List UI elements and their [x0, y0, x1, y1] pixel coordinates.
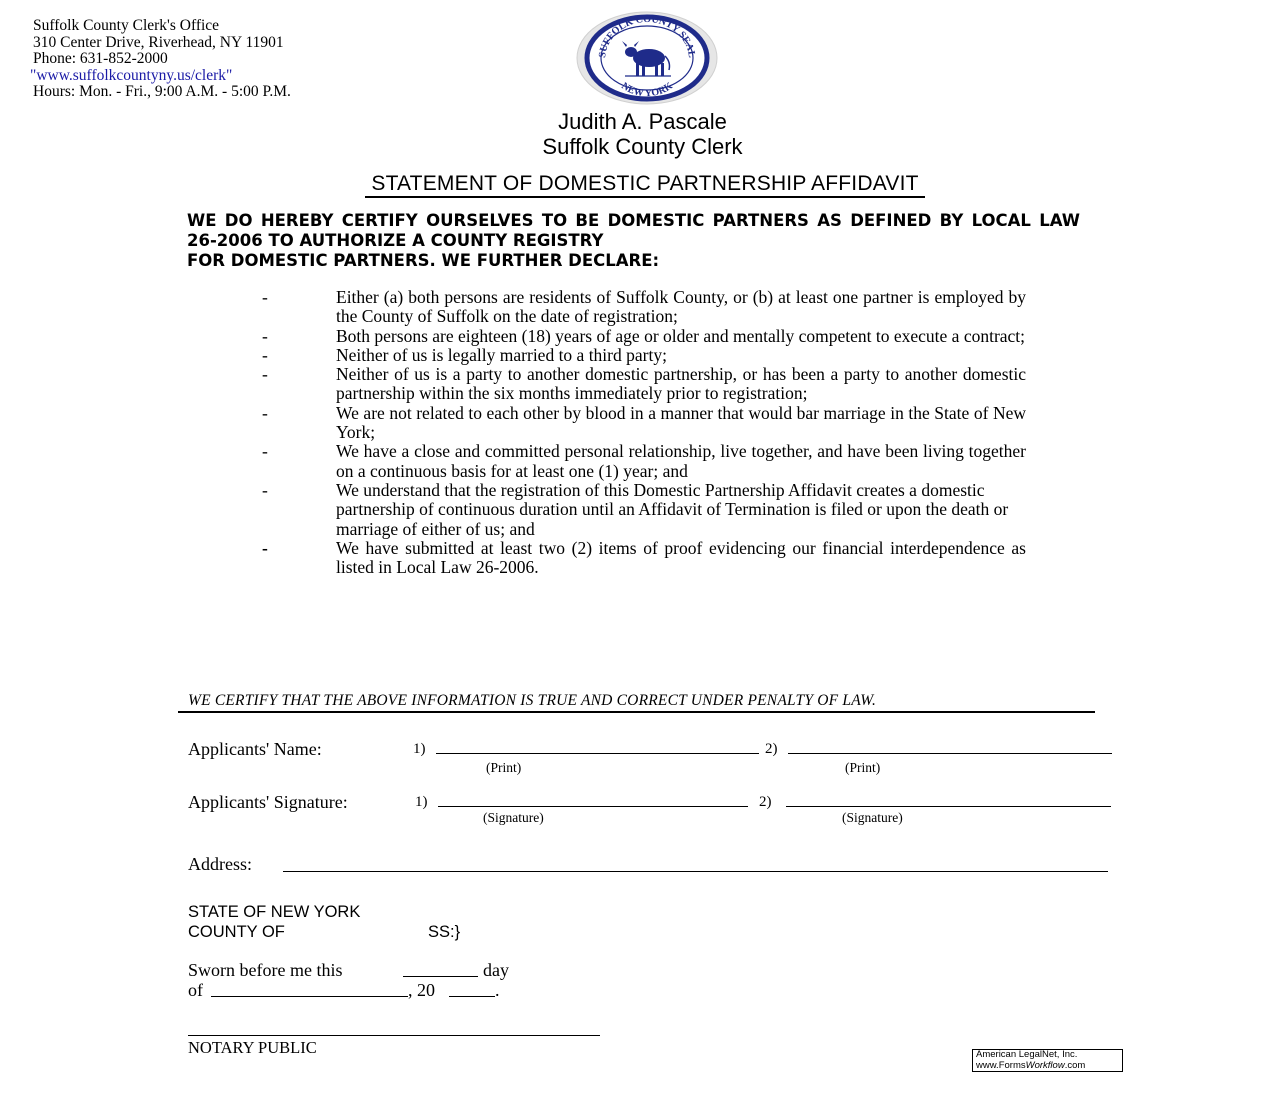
declaration-text: We have a close and committed personal relationship, live together, and have been living together on a continuous basis for at least one (1) year; and: [336, 441, 1026, 481]
print-caption-1: (Print): [486, 760, 522, 775]
bullet-dash: -: [262, 537, 268, 558]
footer-line1: American LegalNet, Inc.: [976, 1049, 1078, 1060]
footer-line2: [976, 1061, 1122, 1072]
signature-caption-2: (Signature): [842, 810, 903, 825]
office-hours: Hours: Mon. - Fri., 9:00 A.M. - 5:00 P.M.: [33, 83, 291, 100]
list-item: [262, 346, 1042, 365]
list-item: [262, 481, 1042, 539]
bullet-dash: -: [262, 287, 268, 307]
document-title: [270, 172, 1020, 196]
footer-line2-italic: Workflow: [1025, 1059, 1065, 1071]
list-item: [262, 442, 1042, 481]
ss-label: SS:}: [428, 923, 461, 941]
applicants-name-label: Applicants' Name:: [188, 739, 322, 759]
declaration-text: Either (a) both persons are residents of Suffolk County, or (b) at least one partner is employed by the County of Suffolk on the date of registration;: [336, 287, 1026, 327]
penalty-statement: WE CERTIFY THAT THE ABOVE INFORMATION IS TRUE AND CORRECT UNDER PENALTY OF LAW.: [178, 692, 1095, 713]
clerk-name: Judith A. Pascale: [558, 109, 727, 134]
print-caption-2: (Print): [845, 760, 881, 775]
year-suffix: .: [495, 980, 500, 1000]
certification-intro-text: WE DO HEREBY CERTIFY OURSELVES TO BE DOMESTIC PARTNERS AS DEFINED BY LOCAL LAW 26-2006 TO AUTHORIZE A COUNTY REGISTRY: [187, 211, 1080, 250]
footer-line2-prefix: www.Forms: [976, 1059, 1026, 1071]
signature-1-field[interactable]: [438, 806, 748, 807]
state-label: STATE OF NEW YORK: [188, 903, 361, 921]
county-label: COUNTY OF: [188, 923, 285, 941]
declaration-text: Neither of us is legally married to a third party;: [336, 344, 667, 365]
notary-public-label: NOTARY PUBLIC: [188, 1038, 317, 1057]
address-field[interactable]: [283, 871, 1108, 872]
sworn-month-field[interactable]: [211, 996, 408, 997]
declaration-text: We are not related to each other by blood in a manner that would bar marriage in the State of New York;: [336, 402, 1026, 443]
county-seal-icon: [575, 10, 719, 106]
declaration-text: We understand that the registration of this Domestic Partnership Affidavit creates a domestic partnership of continuous duration until an Affidavit of Termination is filed or upon the death or marriage of either of us; and: [336, 479, 1009, 539]
document-title-text: STATEMENT OF DOMESTIC PARTNERSHIP AFFIDAVIT: [365, 172, 924, 198]
declarations-list: [262, 288, 1042, 577]
name-2-number: 2): [765, 741, 778, 757]
signature-caption-1: (Signature): [483, 810, 544, 825]
list-item: [262, 365, 1042, 404]
list-item: [262, 327, 1042, 346]
certification-intro: [187, 211, 1080, 271]
seal-top-text: SUFFOLK COUNTY SEAL: [597, 13, 698, 59]
office-name: Suffolk County Clerk's Office: [33, 17, 220, 34]
signature-1-number: 1): [415, 794, 428, 810]
address-label: Address:: [188, 854, 252, 874]
office-phone: Phone: 631-852-2000: [33, 50, 168, 67]
footer-line2-suffix: .com: [1064, 1059, 1086, 1071]
signature-2-field[interactable]: [786, 806, 1111, 807]
declaration-text: We have submitted at least two (2) items of proof evidencing our financial interdependence as listed in Local Law 26-2006.: [336, 537, 1026, 578]
bullet-dash: -: [262, 364, 268, 385]
sworn-prefix: Sworn before me this: [188, 960, 343, 980]
bullet-dash: -: [262, 325, 268, 346]
bullet-dash: -: [262, 441, 268, 462]
clerk-title: Suffolk County Clerk: [542, 134, 743, 159]
declaration-text: Neither of us is a party to another domestic partnership, or has been a party to another domestic partnership within the six months immediately prior to registration;: [336, 364, 1026, 404]
bullet-dash: -: [262, 402, 268, 423]
certification-intro-last: FOR DOMESTIC PARTNERS. WE FURTHER DECLARE:: [187, 251, 660, 270]
seal-bottom-text: NEW YORK: [619, 80, 675, 100]
footer-credit: [972, 1049, 1123, 1072]
name-1-field[interactable]: [436, 753, 759, 754]
office-address: 310 Center Drive, Riverhead, NY 11901: [33, 33, 284, 51]
of-label: of: [188, 980, 203, 1000]
sworn-day-label: day: [483, 960, 509, 980]
name-1-number: 1): [413, 741, 426, 757]
list-item: [262, 539, 1042, 578]
notary-signature-line[interactable]: [188, 1035, 600, 1036]
applicants-signature-label: Applicants' Signature:: [188, 792, 348, 812]
year-prefix: , 20: [408, 980, 435, 1000]
declaration-text: Both persons are eighteen (18) years of age or older and mentally competent to execute a contract;: [336, 325, 1026, 346]
office-website-link[interactable]: "www.suffolkcountyny.us/clerk": [30, 66, 233, 84]
signature-2-number: 2): [759, 794, 772, 810]
bullet-dash: -: [262, 479, 268, 500]
list-item: [262, 288, 1042, 327]
sworn-day-field[interactable]: [403, 976, 478, 977]
bullet-dash: -: [262, 344, 268, 365]
list-item: [262, 404, 1042, 443]
name-2-field[interactable]: [788, 753, 1112, 754]
office-info: [30, 17, 291, 101]
sworn-year-field[interactable]: [449, 996, 495, 997]
